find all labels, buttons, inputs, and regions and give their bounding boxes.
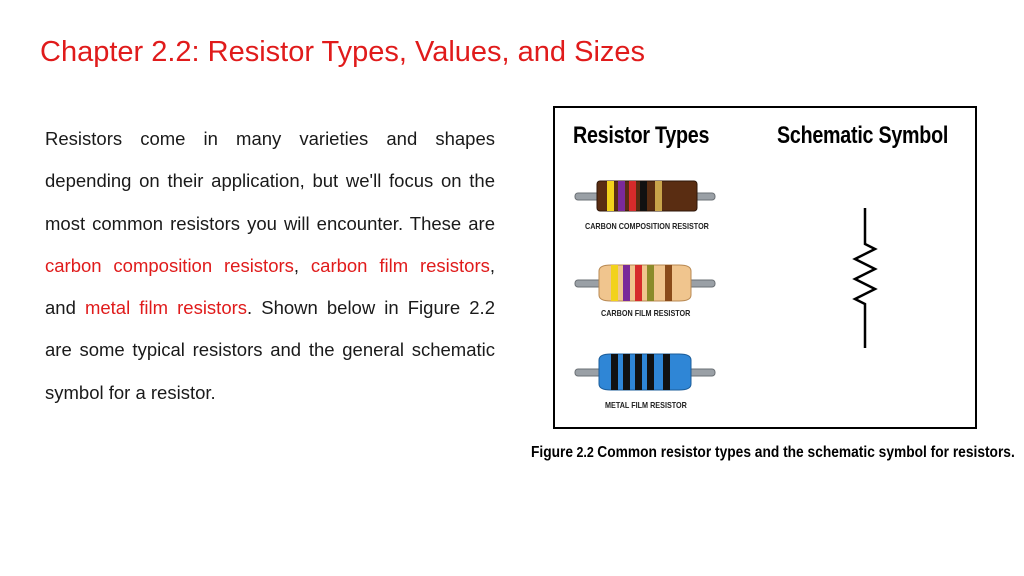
resistor-label-carbon-composition: CARBON COMPOSITION RESISTOR [585, 221, 709, 231]
caption-prefix: Figure [531, 444, 574, 461]
page-title: Chapter 2.2: Resistor Types, Values, and Sizes [40, 36, 646, 68]
carbon-film-resistor-image [575, 263, 715, 303]
figure-panel [553, 106, 977, 429]
resistor-label-metal-film: METAL FILM RESISTOR [605, 400, 687, 410]
carbon-composition-resistor-image [575, 178, 715, 214]
paragraph-sep-2: , and [45, 254, 495, 319]
highlight-metal-film: metal film resistors [84, 297, 248, 319]
figure-heading-types: Resistor Types [573, 122, 710, 149]
figure-caption [531, 444, 1015, 462]
caption-number: 2.2 [576, 445, 594, 461]
resistor-label-carbon-film: CARBON FILM RESISTOR [601, 308, 691, 318]
resistor-schematic-symbol-icon [845, 208, 885, 348]
highlight-carbon-composition: carbon composition resistors [45, 254, 294, 276]
metal-film-resistor-image [575, 352, 715, 392]
paragraph-sep-1: , [293, 254, 311, 276]
highlight-carbon-film: carbon film resistors [310, 254, 490, 276]
figure-heading-symbol: Schematic Symbol [777, 122, 949, 149]
body-paragraph [45, 118, 495, 414]
caption-text: Common resistor types and the schematic symbol for resistors. [597, 444, 1015, 461]
paragraph-text-1: Resistors come in many varieties and shapes depending on their application, but we'll focus on the most common resistors you will encounter. These are [45, 128, 495, 234]
paragraph-text-2: . Shown below in Figure 2.2 are some typical resistors and the general schematic symbol for a resistor. [45, 297, 495, 403]
